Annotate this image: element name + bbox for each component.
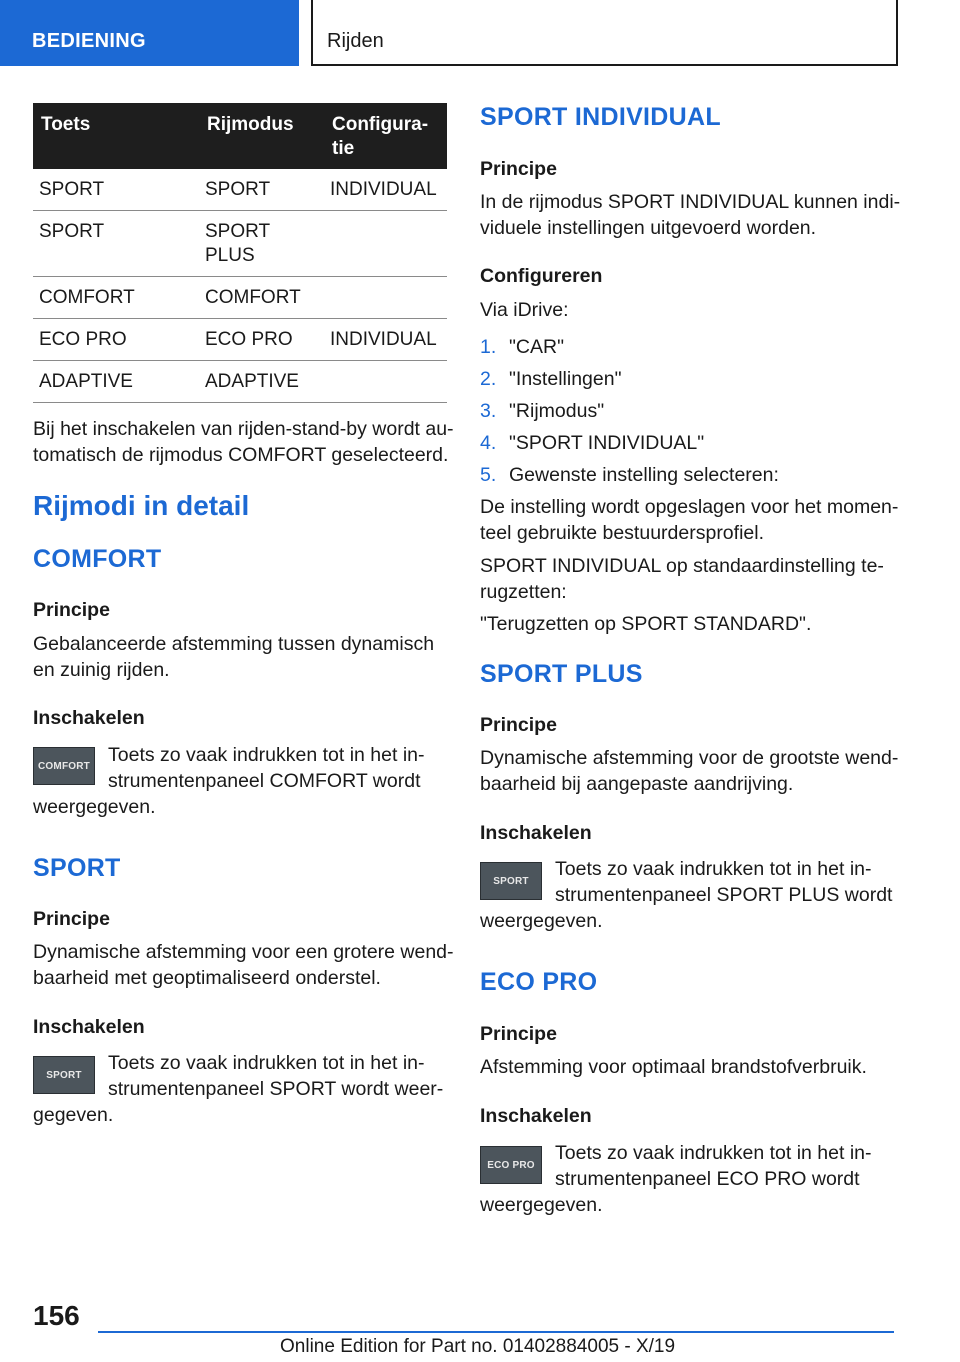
table-cell: COMFORT [199,277,324,319]
sport-button-image: SPORT [33,1056,95,1094]
reset-text: "Terugzetten op SPORT STANDARD". [480,613,812,635]
switch-on-text: Toets zo vaak indrukken tot in het in- [555,858,872,880]
list-item: 4. "SPORT INDIVIDUAL" [480,432,705,454]
switch-on-text: weergegeven. [480,1194,603,1216]
list-item: 3. "Rijmodus" [480,400,605,422]
principle-text: Gebalanceerde afstemming tussen dynamisch [33,633,435,655]
header-section-tab [0,0,299,66]
via-idrive-text: Via iDrive: [480,299,569,321]
sport-button-image: SPORT [480,862,542,900]
switch-on-label: Inschakelen [33,1016,145,1038]
configure-steps-list [480,334,779,494]
principle-text: baarheid met geoptimaliseerd onderstel. [33,967,381,989]
table-cell: INDIVIDUAL [324,169,447,211]
footer-edition: Online Edition for Part no. 01402884005 - X/19 [280,1336,676,1357]
table-header-cell: Toets [33,103,199,169]
table-row [33,277,447,319]
table-cell: ADAPTIVE [33,361,199,403]
table-row [33,319,447,361]
comfort-heading: COMFORT [33,545,162,573]
table-header-row [33,103,447,169]
principle-label: Principe [480,714,557,736]
reset-text: rugzetten: [480,581,567,603]
switch-on-label: Inschakelen [480,822,592,844]
table-cell [324,361,447,403]
list-item: 5. Gewenste instelling selecteren: [480,464,779,486]
configure-label: Configureren [480,265,603,287]
switch-on-text: gegeven. [33,1104,114,1126]
header-chapter-box [311,0,898,66]
header-section-label: BEDIENING [32,30,146,52]
eco-pro-button-image: ECO PRO [480,1146,542,1184]
drive-modes-table [33,103,447,403]
list-item: 2. "Instellingen" [480,368,622,390]
header-chapter-label: Rijden [327,30,384,52]
table-cell: INDIVIDUAL [324,319,447,361]
principle-text: Dynamische afstemming voor een grotere wend- [33,941,454,963]
principle-text: en zuinig rijden. [33,659,170,681]
switch-on-text: strumentenpaneel COMFORT wordt [108,770,421,792]
principle-text: Dynamische afstemming voor de grootste wend- [480,747,899,769]
switch-on-text: weergegeven. [33,796,156,818]
table-cell: ADAPTIVE [199,361,324,403]
sport-individual-heading: SPORT INDIVIDUAL [480,103,721,131]
table-cell [324,211,447,277]
principle-text: Afstemming voor optimaal brandstofverbruik. [480,1056,867,1078]
sport-plus-heading: SPORT PLUS [480,660,643,688]
principle-text: In de rijmodus SPORT INDIVIDUAL kunnen indi- [480,191,901,213]
principle-label: Principe [33,908,110,930]
table-row [33,211,447,277]
table-header-cell: Configura- tie [324,103,447,169]
table-cell: ECO PRO [199,319,324,361]
principle-label: Principe [480,158,557,180]
reset-text: SPORT INDIVIDUAL op standaardinstelling te- [480,555,884,577]
stored-text: teel gebruikte bestuurdersprofiel. [480,522,764,544]
switch-on-text: strumentenpaneel ECO PRO wordt [555,1168,860,1190]
table-cell: ECO PRO [33,319,199,361]
switch-on-text: Toets zo vaak indrukken tot in het in- [108,744,425,766]
switch-on-label: Inschakelen [480,1105,592,1127]
table-row [33,361,447,403]
footer-divider [98,1331,894,1333]
principle-label: Principe [480,1023,557,1045]
principle-label: Principe [33,599,110,621]
eco-pro-heading: ECO PRO [480,968,598,996]
principle-text: viduele instellingen uitgevoerd worden. [480,217,817,239]
sport-heading: SPORT [33,854,121,882]
switch-on-text: strumentenpaneel SPORT wordt weer- [108,1078,444,1100]
comfort-button-image: COMFORT [33,747,95,785]
list-item: 1. "CAR" [480,336,565,358]
principle-text: baarheid bij aangepaste aandrijving. [480,773,794,795]
stored-text: De instelling wordt opgeslagen voor het momen- [480,496,899,518]
table-cell: SPORT [33,169,199,211]
table-cell: SPORT PLUS [199,211,324,277]
switch-on-text: strumentenpaneel SPORT PLUS wordt [555,884,893,906]
table-cell [324,277,447,319]
switch-on-text: weergegeven. [480,910,603,932]
intro-line: tomatisch de rijmodus COMFORT geselecteerd. [33,444,449,466]
table-cell: COMFORT [33,277,199,319]
switch-on-text: Toets zo vaak indrukken tot in het in- [108,1052,425,1074]
page-number: 156 [33,1300,80,1331]
table-cell: SPORT [33,211,199,277]
section-title: Rijmodi in detail [33,490,250,521]
switch-on-label: Inschakelen [33,707,145,729]
switch-on-text: Toets zo vaak indrukken tot in het in- [555,1142,872,1164]
table-cell: SPORT [199,169,324,211]
intro-line: Bij het inschakelen van rijden-stand-by wordt au- [33,418,454,440]
table-header-cell: Rijmodus [199,103,324,169]
table-row [33,169,447,211]
